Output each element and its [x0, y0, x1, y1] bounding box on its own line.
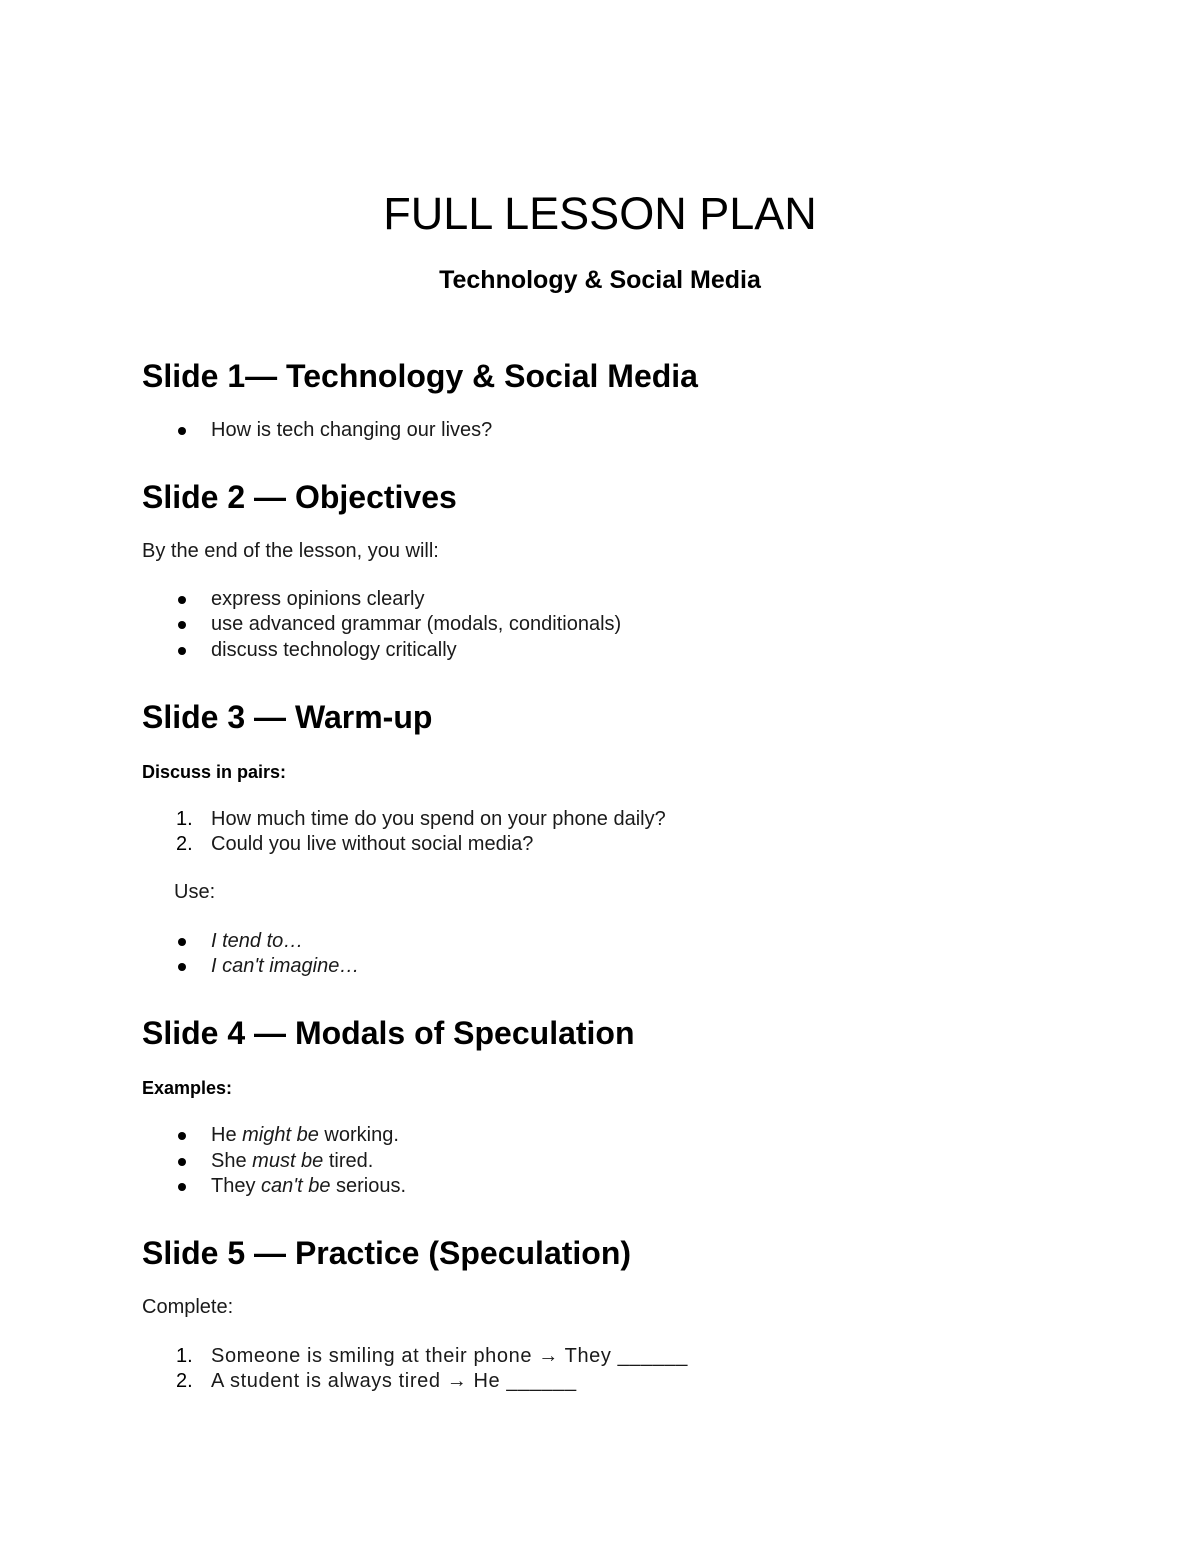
list-number: 2. [176, 833, 193, 855]
slide-1-heading: Slide 1— Technology & Social Media [142, 358, 698, 394]
bullet-marker [178, 647, 186, 655]
slide-2-heading: Slide 2 — Objectives [142, 479, 457, 515]
slide-1-bullet: How is tech changing our lives? [211, 419, 493, 441]
list-number: 2. [176, 1370, 193, 1392]
slide-5-exercise: A student is always tired → He ______ [211, 1370, 577, 1392]
document-title: FULL LESSON PLAN [383, 188, 817, 239]
phrase-text: I can't imagine… [211, 955, 360, 977]
example-rest: tired. [323, 1150, 374, 1172]
list-number: 1. [176, 808, 193, 830]
slide-5-heading: Slide 5 — Practice (Speculation) [142, 1235, 632, 1271]
phrase-text: I tend to… [211, 930, 304, 952]
slide-3-question: Could you live without social media? [211, 833, 534, 855]
bullet-marker [178, 938, 186, 946]
document-subtitle: Technology & Social Media [439, 266, 761, 294]
example-rest: working. [318, 1124, 399, 1146]
bullet-marker [178, 596, 186, 604]
slide-3-label: Discuss in pairs: [142, 762, 287, 782]
slide-4-example [211, 1149, 373, 1174]
bullet-marker [178, 1183, 186, 1191]
example-modal: might be [242, 1124, 319, 1146]
slide-3-question: How much time do you spend on your phone daily? [211, 808, 666, 830]
bullet-marker [178, 427, 186, 435]
slide-3-use-label: Use: [174, 881, 216, 903]
slide-5-exercise: Someone is smiling at their phone → They ______ [211, 1345, 688, 1367]
slide-3-heading: Slide 3 — Warm-up [142, 699, 433, 735]
slide-4-label: Examples: [142, 1078, 233, 1098]
slide-4-example [211, 1123, 399, 1148]
slide-4-example [211, 1174, 406, 1199]
slide-3-phrase [211, 954, 359, 979]
slide-5-intro: Complete: [142, 1296, 234, 1318]
slide-2-objective: use advanced grammar (modals, conditionals) [211, 613, 622, 635]
list-number: 1. [176, 1345, 193, 1367]
example-rest: serious. [330, 1175, 407, 1197]
example-modal: must be [252, 1150, 324, 1172]
slide-2-objective: express opinions clearly [211, 588, 425, 610]
bullet-marker [178, 621, 186, 629]
bullet-marker [178, 1158, 186, 1166]
slide-2-objective: discuss technology critically [211, 639, 457, 661]
bullet-marker [178, 963, 186, 971]
example-modal: can't be [261, 1175, 331, 1197]
slide-2-intro: By the end of the lesson, you will: [142, 540, 439, 562]
example-subject: She [211, 1150, 253, 1172]
slide-4-heading: Slide 4 — Modals of Speculation [142, 1015, 635, 1051]
bullet-marker [178, 1132, 186, 1140]
example-subject: They [211, 1175, 262, 1197]
slide-3-phrase [211, 929, 303, 954]
example-subject: He [211, 1124, 243, 1146]
